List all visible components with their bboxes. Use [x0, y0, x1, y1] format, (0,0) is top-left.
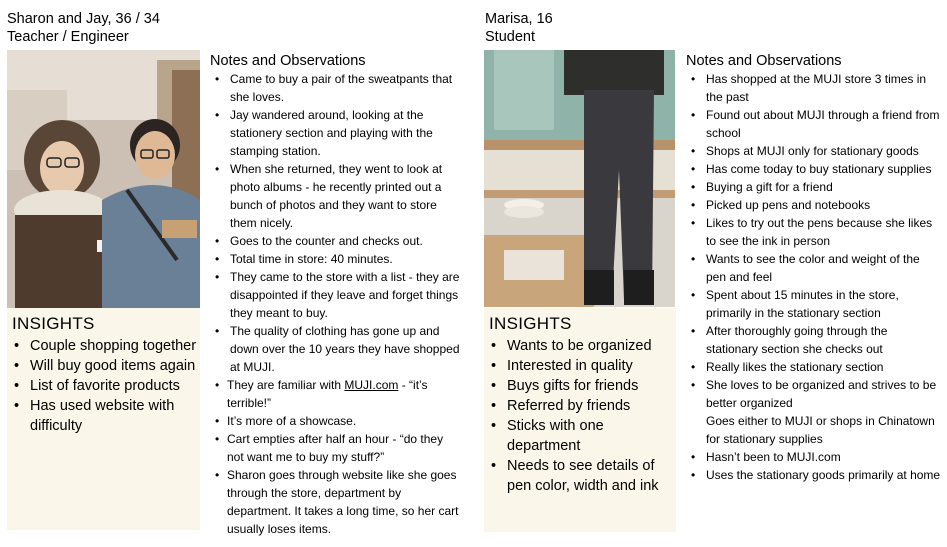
right-persona-role: Student	[485, 29, 535, 45]
note-item: • The quality of clothing has gone up and down over the 10 years they have shopped at MUJI.	[210, 322, 460, 376]
note-item: • Came to buy a pair of the sweatpants that she loves.	[210, 70, 460, 106]
insight-item: • Wants to be organized	[489, 336, 676, 356]
right-photo-image	[484, 50, 675, 307]
left-persona-name: Sharon and Jay, 36 / 34	[7, 11, 160, 27]
note-item: • When she returned, they went to look at photo albums - he recently printed out a bunch of photos and they want to store them nicely.	[210, 160, 460, 232]
left-insights-heading: INSIGHTS	[12, 314, 95, 333]
insight-item: • Sticks with one department	[489, 416, 676, 456]
note-item: • Really likes the stationary section	[686, 358, 941, 376]
note-item: • Uses the stationary goods primarily at home	[686, 466, 941, 484]
insight-item: • Has used website with difficulty	[12, 396, 200, 436]
right-notes-list	[686, 70, 941, 484]
right-notes-heading: Notes and Observations	[686, 53, 842, 69]
note-item: • After thoroughly going through the stationary section she checks out	[686, 322, 941, 358]
insight-item: • Will buy good items again	[12, 356, 200, 376]
note-item	[686, 376, 941, 448]
muji-website-link[interactable]: MUJI.com	[344, 378, 399, 392]
note-item: • Total time in store: 40 minutes.	[210, 250, 460, 268]
note-continuation: Goes either to MUJI or shops in Chinatown for stationary supplies	[706, 414, 935, 446]
note-item	[210, 376, 460, 412]
note-item: • Buying a gift for a friend	[686, 178, 941, 196]
insight-item: • Interested in quality	[489, 356, 676, 376]
right-insights-heading: INSIGHTS	[489, 314, 572, 333]
note-item: • Cart empties after half an hour - “do they not want me to buy my stuff?”	[210, 430, 460, 466]
insight-item: • Referred by friends	[489, 396, 676, 416]
note-item: • Shops at MUJI only for stationary goods	[686, 142, 941, 160]
right-insights-panel	[484, 308, 676, 532]
left-notes-heading: Notes and Observations	[210, 53, 366, 69]
note-item: • Picked up pens and notebooks	[686, 196, 941, 214]
note-item: • Jay wandered around, looking at the stationery section and playing with the stamping station.	[210, 106, 460, 160]
note-item: • Has shopped at the MUJI store 3 times in the past	[686, 70, 941, 106]
note-item: • Hasn’t been to MUJI.com	[686, 448, 941, 466]
left-insights-panel	[7, 308, 200, 530]
right-persona-photo	[484, 50, 675, 307]
insight-item: • List of favorite products	[12, 376, 200, 396]
note-item: • Goes to the counter and checks out.	[210, 232, 460, 250]
left-persona-role: Teacher / Engineer	[7, 29, 129, 45]
insight-item: • Couple shopping together	[12, 336, 200, 356]
left-notes-panel	[210, 52, 460, 538]
left-insights-list	[12, 336, 200, 436]
note-item: • Sharon goes through website like she goes through the store, department by department. It takes a long time, so her cart usually loses items.	[210, 466, 460, 538]
left-persona-photo	[7, 50, 200, 308]
note-item: • It’s more of a showcase.	[210, 412, 460, 430]
left-photo-image	[7, 50, 200, 308]
note-item: • They came to the store with a list - they are disappointed if they leave and forget things they meant to buy.	[210, 268, 460, 322]
note-text: They are familiar with	[227, 378, 345, 392]
note-item: • Has come today to buy stationary supplies	[686, 160, 941, 178]
note-item: • Likes to try out the pens because she likes to see the ink in person	[686, 214, 941, 250]
right-notes-panel	[686, 52, 941, 484]
note-text: She loves to be organized and strives to be better organized	[706, 378, 937, 410]
left-notes-list	[210, 70, 460, 538]
left-persona-header	[7, 10, 160, 46]
insight-item: • Needs to see details of pen color, width and ink	[489, 456, 676, 496]
right-persona-name: Marisa, 16	[485, 11, 553, 27]
right-insights-list	[489, 336, 676, 496]
note-item: • Spent about 15 minutes in the store, primarily in the stationary section	[686, 286, 941, 322]
insight-item: • Buys gifts for friends	[489, 376, 676, 396]
note-item: • Wants to see the color and weight of the pen and feel	[686, 250, 941, 286]
note-text: - “it’s terrible!”	[227, 378, 428, 410]
note-item: • Found out about MUJI through a friend from school	[686, 106, 941, 142]
right-persona-header	[485, 10, 553, 46]
